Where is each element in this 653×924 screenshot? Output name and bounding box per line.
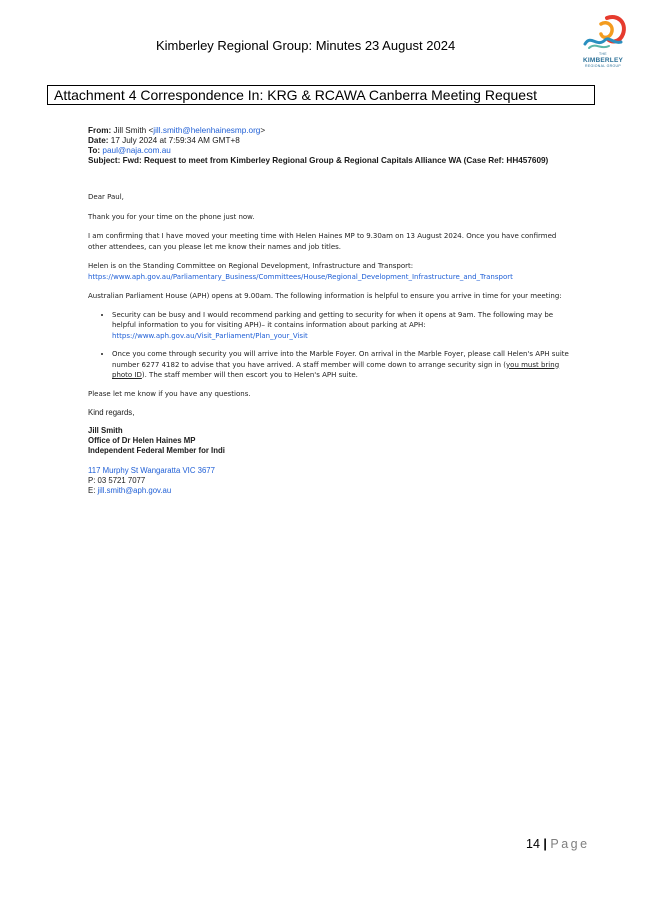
email-date-line (88, 136, 573, 146)
subject-label: Subject: (88, 156, 121, 165)
from-name: Jill Smith < (113, 126, 154, 135)
email-to-line (88, 146, 573, 156)
logo-name: KIMBERLEY (582, 57, 624, 64)
logo-wordmark (577, 52, 629, 69)
email-closing: Kind regards, (88, 408, 135, 417)
address-link[interactable]: 117 Murphy St Wangaratta VIC 3677 (88, 466, 215, 475)
subject-value: Fwd: Request to meet from Kimberley Regional Group & Regional Capitals Alliance WA (Case Ref: HH457609) (122, 156, 549, 165)
logo-small-text: THE (599, 52, 607, 56)
email-correspondence (88, 126, 573, 496)
escort-text: ). The staff member will then escort you to Helen's APH suite. (141, 371, 358, 379)
signature-role: Independent Federal Member for Indi (88, 446, 225, 455)
signature-name: Jill Smith (88, 426, 123, 435)
from-label: From: (88, 126, 112, 135)
email-paragraph-2: I am confirming that I have moved your meeting time with Helen Haines MP to 9.30am on 13 August 2024. Once you have confirmed other attendees, can you please let me know their names and job titles. (88, 232, 557, 251)
instructions-list (88, 310, 573, 381)
committee-text: Helen is on the Standing Committee on Regional Development, Infrastructure and Transport: (88, 262, 414, 270)
email-paragraph-3 (88, 261, 573, 282)
signature-office: Office of Dr Helen Haines MP (88, 436, 196, 445)
email-paragraph-1: Thank you for your time on the phone just now. (88, 212, 255, 221)
contact-email-link[interactable]: jill.smith@aph.gov.au (97, 486, 172, 495)
from-close: > (260, 126, 266, 135)
email-subject-line (88, 156, 573, 166)
kimberley-logo (577, 14, 629, 70)
email-greeting: Dear Paul, (88, 193, 124, 201)
committee-link[interactable]: https://www.aph.gov.au/Parliamentary_Business/Committees/House/Regional_Development_Infrastructure_and_Transport (88, 272, 513, 281)
logo-subtitle: REGIONAL GROUP (585, 64, 621, 68)
security-text: Security can be busy and I would recommend parking and getting to security for when it opens at 9am. The following may be helpful information to you for visiting APH)– it contains information about parking at APH: (112, 310, 554, 329)
email-from-line (88, 126, 573, 136)
page-number: 14 (526, 837, 540, 851)
page-label: Page (550, 837, 590, 851)
date-value: 17 July 2024 at 7:59:34 AM GMT+8 (110, 136, 240, 145)
attachment-title-box: Attachment 4 Correspondence In: KRG & RCAWA Canberra Meeting Request (47, 85, 595, 105)
photo-id-note: you must bring photo ID (112, 360, 560, 379)
page-separator: | (543, 837, 547, 851)
email-paragraph-5: Please let me know if you have any questions. (88, 389, 251, 398)
document-header-title: Kimberley Regional Group: Minutes 23 August 2024 (156, 38, 456, 53)
email-signature (88, 426, 573, 456)
to-label: To: (88, 146, 101, 155)
contact-details (88, 466, 573, 496)
foyer-text: Once you come through security you will arrive into the Marble Foyer. On arrival in the Marble Foyer, please call Helen's APH suite number 6277 4182 to advise that you have arrived. A staff member will come down to arrange security sign in ( (112, 350, 569, 369)
phone-number: P: 03 5721 7077 (88, 476, 146, 485)
plan-visit-link[interactable]: https://www.aph.gov.au/Visit_Parliament/Plan_your_Visit (112, 331, 308, 340)
to-email-link[interactable]: paul@naja.com.au (102, 146, 171, 155)
email-prefix: E: (88, 486, 98, 495)
email-paragraph-4: Australian Parliament House (APH) opens at 9.00am. The following information is helpful to ensure you arrive in time for your meeting: (88, 292, 562, 300)
logo-swirl-icon (577, 14, 629, 52)
list-item (112, 349, 573, 381)
from-email-link[interactable]: jill.smith@helenhainesmp.org (153, 126, 261, 135)
page-number-footer (526, 837, 590, 851)
list-item (112, 310, 573, 342)
date-label: Date: (88, 136, 109, 145)
